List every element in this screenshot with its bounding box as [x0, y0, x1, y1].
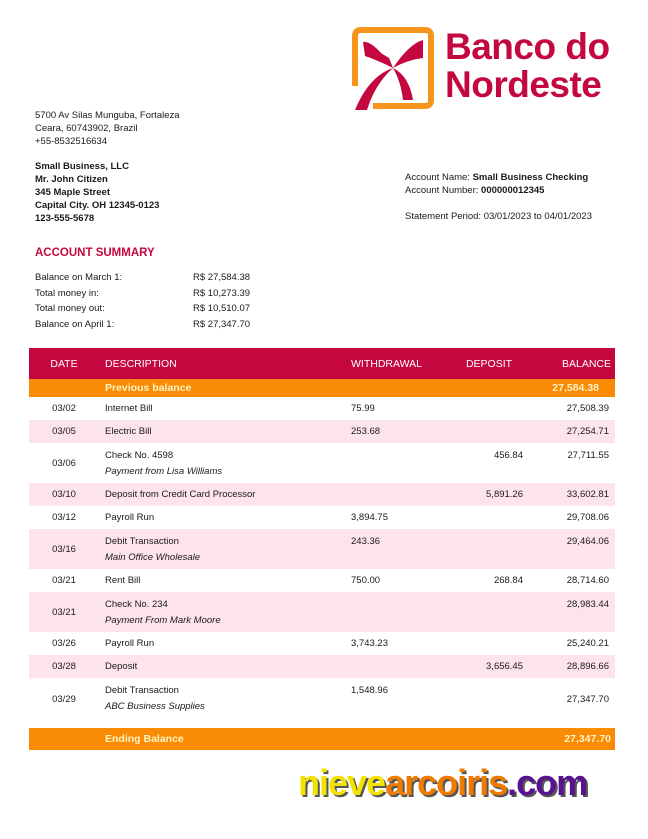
bank-logo: [349, 26, 619, 111]
table-row: [29, 632, 615, 655]
row-date: 03/26: [52, 638, 76, 649]
bank-name: [445, 28, 610, 104]
customer-address: [35, 160, 159, 225]
row-date: 03/21: [52, 575, 76, 586]
previous-balance-label: Previous balance: [105, 382, 192, 394]
row-withdrawal: 75.99: [351, 403, 375, 414]
table-row: [29, 529, 615, 569]
row-withdrawal: 1,548.96: [351, 685, 388, 696]
summary-label: Balance on March 1:: [35, 272, 123, 283]
bank-phone: +55-8532516634: [35, 136, 108, 147]
table-row: [29, 678, 615, 721]
row-deposit: [441, 529, 537, 536]
customer-city: Capital City. OH 12345-0123: [35, 200, 160, 211]
ending-balance-row: [29, 728, 615, 750]
table-row: [29, 483, 615, 506]
row-balance: 28,896.66: [566, 661, 609, 672]
row-balance: 33,602.81: [566, 489, 609, 500]
table-row: [29, 655, 615, 678]
row-date: 03/12: [52, 512, 76, 523]
summary-title: ACCOUNT SUMMARY: [35, 247, 155, 259]
customer-contact: Mr. John Citizen: [35, 174, 108, 185]
table-header: [29, 348, 615, 379]
row-withdrawal: [345, 443, 441, 450]
row-sub-description: Main Office Wholesale: [105, 552, 201, 563]
row-description: Debit Transaction: [105, 685, 179, 696]
summary-value: R$ 10,273.39: [193, 287, 251, 299]
account-summary: [35, 272, 250, 334]
summary-row: [35, 319, 250, 335]
row-date: 03/21: [52, 606, 76, 618]
row-withdrawal: 3,894.75: [351, 512, 388, 523]
header-balance: BALANCE: [561, 357, 611, 370]
watermark-part1: nieve: [298, 762, 386, 803]
bank-address: [35, 109, 180, 148]
row-description: Payroll Run: [105, 638, 155, 649]
row-withdrawal: 243.36: [351, 536, 381, 547]
row-balance: 29,708.06: [566, 512, 609, 523]
bank-logo-icon: [349, 26, 435, 110]
row-description-cell: [99, 443, 345, 477]
row-withdrawal: 3,743.23: [351, 638, 388, 649]
bank-name-line2: Nordeste: [445, 64, 602, 105]
row-balance: 28,714.60: [566, 575, 609, 586]
header-description: DESCRIPTION: [105, 357, 177, 370]
row-deposit: 3,656.45: [486, 661, 523, 672]
bank-address-line2: Ceara, 60743902, Brazil: [35, 123, 138, 134]
row-description: Check No. 234: [105, 599, 168, 610]
bank-address-line1: 5700 Av Silas Munguba, Fortaleza: [35, 110, 180, 121]
row-balance: 25,240.21: [566, 638, 609, 649]
table-row: [29, 569, 615, 592]
summary-value: R$ 27,347.70: [193, 318, 251, 330]
summary-label: Balance on April 1:: [35, 318, 115, 330]
customer-street: 345 Maple Street: [35, 187, 110, 198]
row-description-cell: [99, 592, 345, 626]
table-row: [29, 420, 615, 443]
account-number-label: Account Number:: [405, 185, 479, 196]
row-deposit: 456.84: [493, 450, 523, 461]
row-balance: 29,464.06: [566, 536, 609, 547]
row-date: 03/16: [52, 543, 76, 555]
row-date: 03/05: [52, 426, 76, 437]
row-balance: 27,347.70: [566, 694, 609, 705]
summary-row: [35, 288, 250, 304]
row-balance: 27,508.39: [566, 403, 609, 414]
row-description: Deposit: [105, 661, 138, 672]
row-description: Electric Bill: [105, 426, 152, 437]
row-date: 03/28: [52, 661, 76, 672]
row-withdrawal: 253.68: [351, 426, 381, 437]
row-description: Rent Bill: [105, 575, 141, 586]
table-row: [29, 443, 615, 483]
summary-label: Total money in:: [35, 287, 99, 299]
row-balance: 27,711.55: [567, 450, 609, 461]
row-deposit: [441, 678, 537, 685]
previous-balance-value: 27,584.38: [552, 382, 599, 394]
header-deposit: DEPOSIT: [465, 357, 513, 370]
summary-value: R$ 10,510.07: [193, 303, 251, 314]
table-row: [29, 397, 615, 420]
account-info: [405, 171, 592, 223]
row-description: Payroll Run: [105, 512, 155, 523]
customer-company: Small Business, LLC: [35, 161, 129, 172]
row-deposit: 268.84: [493, 575, 523, 586]
header-withdrawal: WITHDRAWAL: [351, 357, 422, 370]
account-number: [405, 184, 592, 197]
row-withdrawal: 750.00: [351, 575, 381, 586]
statement-period-value: 03/01/2023 to 04/01/2023: [483, 211, 592, 222]
row-date: 03/10: [52, 489, 76, 500]
summary-label: Total money out:: [35, 303, 105, 314]
row-deposit: [441, 592, 537, 599]
row-description-cell: [99, 529, 345, 563]
row-balance: 28,983.44: [566, 599, 609, 610]
header-date: DATE: [50, 357, 78, 370]
account-number-value: 000000012345: [481, 185, 545, 196]
watermark-part3: .com: [507, 762, 588, 803]
statement-period-label: Statement Period:: [405, 211, 482, 222]
table-row: [29, 506, 615, 529]
row-sub-description: Payment From Mark Moore: [105, 615, 221, 626]
row-date: 03/06: [52, 457, 76, 469]
row-balance: 27,254.71: [566, 426, 609, 437]
statement-period: [405, 210, 592, 223]
summary-value: R$ 27,584.38: [193, 272, 251, 283]
row-description: Debit Transaction: [105, 536, 179, 547]
watermark: [298, 762, 587, 804]
table-row: [29, 592, 615, 632]
ending-balance-label: Ending Balance: [105, 733, 184, 745]
account-name-value: Small Business Checking: [472, 172, 589, 183]
customer-phone: 123-555-5678: [35, 213, 95, 224]
row-description-cell: [99, 678, 345, 712]
row-deposit: 5,891.26: [486, 489, 523, 500]
summary-row: [35, 303, 250, 319]
row-sub-description: Payment from Lisa Williams: [105, 466, 223, 477]
bank-name-line1: Banco do: [445, 26, 610, 67]
previous-balance-row: [29, 379, 615, 397]
row-sub-description: ABC Business Supplies: [105, 701, 205, 712]
row-description: Check No. 4598: [105, 450, 174, 461]
transactions-table: [29, 348, 615, 750]
summary-row: [35, 272, 250, 288]
ending-balance-value: 27,347.70: [564, 733, 611, 745]
watermark-part2: arcoiris: [385, 762, 508, 803]
account-name: [405, 171, 592, 184]
row-date: 03/02: [52, 403, 76, 414]
row-date: 03/29: [52, 694, 76, 705]
row-withdrawal: [345, 592, 441, 599]
row-description: Deposit from Credit Card Processor: [105, 489, 256, 500]
row-description: Internet Bill: [105, 403, 153, 414]
account-name-label: Account Name:: [405, 172, 470, 183]
